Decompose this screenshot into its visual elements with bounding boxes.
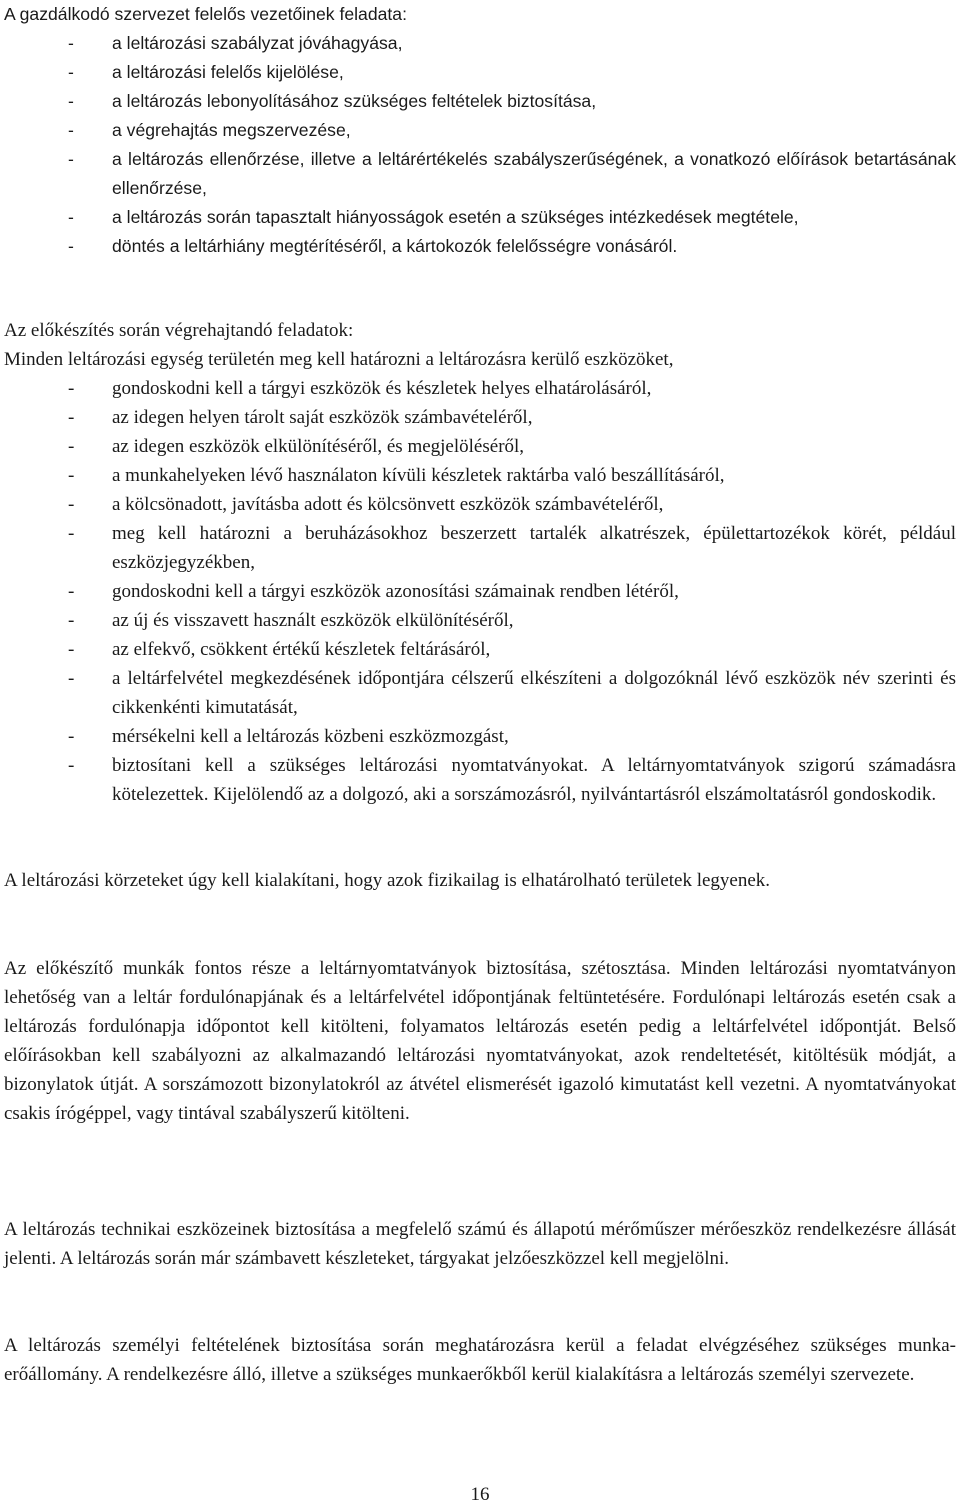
list-item: - meg kell határozni a beruházásokhoz beszerzett tartalék alkatrészek, épülettartozékok körét, például eszközjegyzékben,	[4, 519, 956, 577]
section-preparation	[4, 316, 956, 809]
list-item: - döntés a leltárhiány megtérítéséről, a kártokozók felelősségre vonásáról.	[4, 232, 956, 261]
list-item: - az idegen eszközök elkülönítéséről, és megjelöléséről,	[4, 432, 956, 461]
list-item: - az idegen helyen tárolt saját eszközök számbavételéről,	[4, 403, 956, 432]
paragraph-technical: A leltározás technikai eszközeinek biztosítása a megfelelő számú és állapotú mérőműszer mérőeszköz rendelkezésre állását jelenti. A leltározás során már számbavett készleteket, tárgyakat jelzőeszközzel kell megjelölni.	[4, 1219, 956, 1269]
list-item: - gondoskodni kell a tárgyi eszközök azonosítási számainak rendben létéről,	[4, 577, 956, 606]
responsibility-list	[4, 29, 956, 261]
paragraph-zones: A leltározási körzeteket úgy kell kialakítani, hogy azok fizikailag is elhatárolható területek legyenek.	[4, 870, 771, 891]
paragraph-forms: Az előkészítő munkák fontos része a leltárnyomtatványok biztosítása, szétosztása. Minden leltározási nyomtatványon lehetőség van a leltár fordulónapjának és a leltárfelvétel időpontjának feltüntetésére. Fordulónapi leltározás esetén csak a leltározás fordulónapja időpontot kell kitölteni, folyamatos leltározás esetén pedig a leltárfelvétel időpontját. Belső előírásokban kell szabályozni az alkalmazandó leltározási nyomtatványokat, azok rendeltetését, kitöltésük módját, a bizonylatok útját. A sorszámozott bizonylatokról az átvétel elismerését igazoló kimutatást kell vezetni. A nyomtatványokat csakis írógéppel, vagy tintával szabályszerű kitölteni.	[4, 958, 956, 1124]
section-responsibilities	[4, 0, 956, 261]
section-heading: Az előkészítés során végrehajtandó feladatok:	[4, 320, 354, 341]
preparation-list	[4, 374, 956, 809]
list-item: - a leltározás lebonyolításához szükséges feltételek biztosítása,	[4, 87, 956, 116]
list-item: - biztosítani kell a szükséges leltározási nyomtatványokat. A leltárnyomtatványok szigorú számadásra kötelezettek. Kijelölendő az a dolgozó, aki a sorszámozásról, nyilvántartásról elszámoltatásról gondoskodik.	[4, 751, 956, 809]
list-item: - a kölcsönadott, javításba adott és kölcsönvett eszközök számbavételéről,	[4, 490, 956, 519]
list-item: - az új és visszavett használt eszközök elkülönítéséről,	[4, 606, 956, 635]
list-item: - mérsékelni kell a leltározás közbeni eszközmozgást,	[4, 722, 956, 751]
list-item: - a leltározási felelős kijelölése,	[4, 58, 956, 87]
section-intro: A gazdálkodó szervezet felelős vezetőinek feladata:	[4, 4, 407, 24]
list-item: - a leltározás során tapasztalt hiányosságok esetén a szükséges intézkedések megtétele,	[4, 203, 956, 232]
page-number: 16	[470, 1484, 490, 1505]
list-item: - az elfekvő, csökkent értékű készletek feltárásáról,	[4, 635, 956, 664]
list-item: - a munkahelyeken lévő használaton kívüli készletek raktárba való beszállításáról,	[4, 461, 956, 490]
list-item: - gondoskodni kell a tárgyi eszközök és készletek helyes elhatárolásáról,	[4, 374, 956, 403]
section-intro: Minden leltározási egység területén meg kell határozni a leltározásra kerülő eszközöket,	[4, 349, 674, 370]
list-item: - a végrehajtás megszervezése,	[4, 116, 956, 145]
list-item: - a leltárfelvétel megkezdésének időpontjára célszerű elkészíteni a dolgozóknál lévő eszközök név szerinti és cikkenkénti kimutatását,	[4, 664, 956, 722]
paragraph-personnel: A leltározás személyi feltételének biztosítása során meghatározásra kerül a feladat elvégzéséhez szükséges munka-erőállomány. A rendelkezésre álló, illetve a szükséges munkaerőkből kerül kialakításra a leltározás személyi szervezete.	[4, 1335, 956, 1385]
list-item: - a leltározás ellenőrzése, illetve a leltárértékelés szabályszerűségének, a vonatkozó előírások betartásának ellenőrzése,	[4, 145, 956, 203]
list-item: - a leltározási szabályzat jóváhagyása,	[4, 29, 956, 58]
